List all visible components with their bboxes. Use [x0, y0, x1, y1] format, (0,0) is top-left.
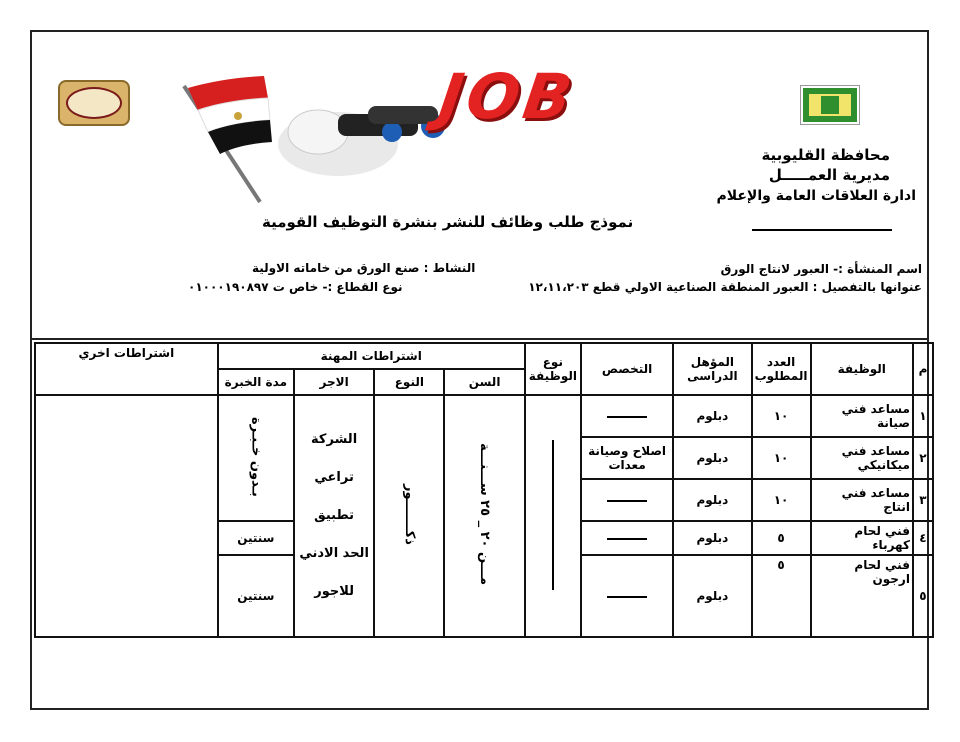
- job-type-cell: [525, 395, 581, 637]
- governorate-logo: [800, 85, 860, 125]
- header-salary: الاجر: [294, 369, 374, 395]
- row-specialization: اصلاح وصيانة معدات: [581, 437, 673, 479]
- header-count: العدد المطلوب: [752, 343, 811, 395]
- salary-line: الشركة: [311, 432, 358, 447]
- governorate-name: محافظة القليوبية: [761, 146, 890, 164]
- salary-line: تراعي: [314, 470, 354, 485]
- header-underline: [752, 229, 892, 231]
- header-experience: مدة الخبرة: [218, 369, 294, 395]
- row-count: ٥: [752, 521, 811, 555]
- header-qualification: المؤهل الدراسى: [673, 343, 751, 395]
- row-num: ١: [913, 395, 933, 437]
- row-qualification: دبلوم: [673, 555, 751, 637]
- age-value: مـــن ٢٠ _ ٢٥ ســـنـــة: [477, 443, 493, 586]
- company-name: اسم المنشأة :- العبور لانتاج الورق: [720, 262, 922, 276]
- gender-value: ذكـــــــور: [401, 484, 417, 545]
- header-other-reqs: اشتراطات اخري: [35, 343, 218, 395]
- row-specialization: [581, 555, 673, 637]
- row-count: ١٠: [752, 437, 811, 479]
- row-job: مساعد فني ميكانيكي: [811, 437, 913, 479]
- header-age: السن: [444, 369, 524, 395]
- row-specialization: [581, 521, 673, 555]
- experience-value: بـدون خـبـرة: [248, 416, 264, 497]
- jobs-table: [34, 342, 934, 638]
- section-divider: [30, 338, 929, 340]
- header-profession-reqs: اشتراطات المهنة: [218, 343, 525, 369]
- table-header-row: [35, 343, 933, 369]
- egypt-flag-icon: [178, 70, 278, 205]
- governorate-emblem-icon: [801, 86, 859, 124]
- company-address: عنوانها بالتفصيل : العبور المنطقة الصناعية الاولي قطع ١٢،١١،٢٠٣: [528, 280, 922, 294]
- department-name: ادارة العلاقات العامة والإعلام: [716, 188, 916, 204]
- row-job: فني لحام كهرباء: [811, 521, 913, 555]
- header-gender: النوع: [374, 369, 444, 395]
- directorate-name: مديرية العمـــــل: [768, 166, 890, 184]
- job-banner-text: JOB: [434, 60, 581, 133]
- row-count: ١٠: [752, 479, 811, 521]
- row-specialization: [581, 395, 673, 437]
- gender-cell: [374, 395, 444, 637]
- row-num: ٥: [913, 555, 933, 637]
- experience-row4: سنتين: [218, 521, 294, 555]
- header-specialization: التخصص: [581, 343, 673, 395]
- salary-cell: [294, 395, 374, 637]
- experience-row5: سنتين: [218, 555, 294, 637]
- row-qualification: دبلوم: [673, 521, 751, 555]
- ministry-seal-logo: [58, 80, 130, 126]
- row-count: ١٠: [752, 395, 811, 437]
- binoculars-hands-icon: [268, 92, 458, 182]
- row-job: فني لحام ارجون: [811, 555, 913, 637]
- row-specialization: [581, 479, 673, 521]
- row-count: ٥: [752, 555, 811, 637]
- row-job: مساعد فني انتاج: [811, 479, 913, 521]
- row-qualification: دبلوم: [673, 395, 751, 437]
- row-job: مساعد فني صيانة: [811, 395, 913, 437]
- row-qualification: دبلوم: [673, 479, 751, 521]
- other-reqs-cell: [35, 395, 218, 637]
- salary-line: للاجور: [314, 584, 354, 599]
- company-activity: النشاط : صنع الورق من خاماته الاولية: [252, 261, 476, 275]
- sector-and-phone: نوع القطاع :- خاص ت ٠١٠٠٠١٩٠٨٩٧: [188, 280, 403, 294]
- salary-line: تطبيق: [314, 508, 355, 523]
- header-job: الوظيفة: [811, 343, 913, 395]
- row-num: ٣: [913, 479, 933, 521]
- row-qualification: دبلوم: [673, 437, 751, 479]
- row-num: ٤: [913, 521, 933, 555]
- header-num: م: [913, 343, 933, 395]
- experience-cell-top: [218, 395, 294, 521]
- row-num: ٢: [913, 437, 933, 479]
- table-row: [35, 395, 933, 437]
- salary-line: الحد الادني: [299, 546, 369, 561]
- header-job-type: نوع الوظيفة: [525, 343, 581, 395]
- age-cell: [444, 395, 524, 637]
- form-title: نموذج طلب وظائف للنشر بنشرة التوظيف القومية: [262, 213, 634, 231]
